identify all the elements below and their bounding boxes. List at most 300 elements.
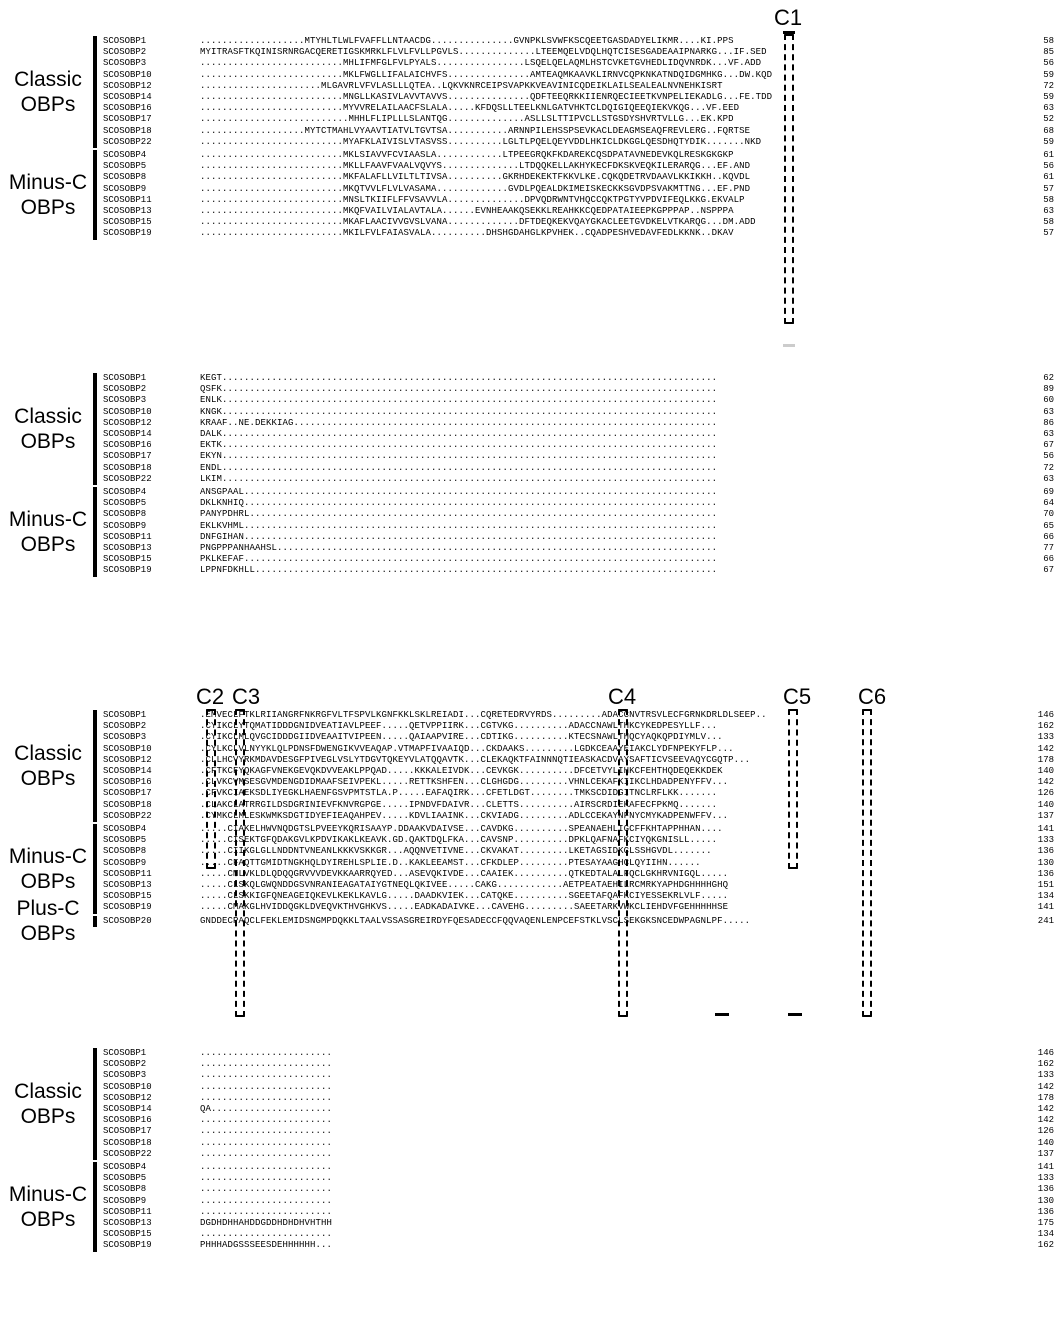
- group-label: Minus-C OBPs: [8, 507, 88, 556]
- sequence-residues: .EMVECLFTKLRIIANGRFNKRGFVLTFSPVLKGNFKKLSKLREIADI...CQRETEDRVYRDS.........ADACCNVTRSVLECFGRNKDRLDLSEEP..: [200, 710, 767, 720]
- sequence-name: SCOSOBP13: [103, 880, 152, 890]
- sequence-row: [0, 58, 1064, 69]
- sequence-position: 52: [1043, 114, 1054, 125]
- sequence-row: [0, 835, 1064, 846]
- sequence-row: [0, 846, 1064, 857]
- sequence-residues: .CLLHCVYRKMDAVDESGFPIVEGLVSLYTDGVTQKEYVLATQQAVTK...CLEKAQKTFAINNNQTIEASKACDVAYSAFTICVSEEVAQYCGQTP...: [200, 754, 751, 765]
- sequence-residues: ..........................MKQFVAILVIALAVTALA......EVNHEAAKQSEKKLREAHKKCQEDPATAIEEPKGPPPAP..NSPPPA: [200, 206, 734, 216]
- sequence-residues: ..........................MKAFLAACIVVGVSLVANA.............DFTDEQKEKVQAYGKACLEETGVDKELVTKARQG...DM.ADD: [200, 217, 756, 228]
- sequence-row: [0, 554, 1064, 565]
- sequence-row: [0, 710, 1064, 721]
- sequence-row: [0, 1240, 1064, 1251]
- c2-label: C2: [196, 684, 225, 709]
- sequence-name: SCOSOBP8: [103, 172, 147, 183]
- sequence-residues: .....CISEKTGFQDAKGVLKPDVIKAKLKEAVK.GD.QAKTDQLFKA...CAVSNP..........DPKLQAFNAFKCIYQKGNISLL.....: [200, 835, 718, 846]
- sequence-position: 77: [1043, 543, 1054, 553]
- sequence-name: SCOSOBP3: [103, 1070, 147, 1081]
- sequence-position: 141: [1037, 1162, 1054, 1172]
- sequence-name: SCOSOBP4: [103, 150, 147, 160]
- sequence-residues: .CFTKCFYQKAGFVNEKGEVQKDVVEAKLPPQAD.....KKKALEIVDK...CEVKGK..........DFCETVYLIHKCFEHTHQDEQEKKDEK: [200, 766, 723, 776]
- sequence-name: SCOSOBP22: [103, 1148, 152, 1159]
- sequence-position: 142: [1037, 777, 1054, 788]
- sequence-residues: ........................: [200, 1173, 333, 1184]
- sequence-position: 134: [1037, 1229, 1054, 1240]
- sequence-residues: .....CLSKQLGWQNDDGSVNRANIEAGATAIYGTNEQLQKIVEE.....CAKG............AETPEATAEHILRCMRKYAPHDGHHHHGHQ: [200, 880, 729, 890]
- sequence-row: [0, 824, 1064, 835]
- sequence-name: SCOSOBP11: [103, 1206, 152, 1217]
- sequence-position: 66: [1043, 554, 1054, 565]
- sequence-position: 151: [1037, 880, 1054, 890]
- sequence-name: SCOSOBP12: [103, 1092, 152, 1103]
- sequence-name: SCOSOBP17: [103, 788, 152, 799]
- sequence-residues: .CYMKCLMLESKWMKSDGTIDYEFIEAQAHPEV.....KDVLIAAINK...CKVIADG.........ADLCCEKAYNFNYCMYKADPENWFFV...: [200, 810, 729, 821]
- sequence-residues: QA......................: [200, 1104, 333, 1114]
- sequence-name: SCOSOBP13: [103, 206, 152, 216]
- sequence-name: SCOSOBP12: [103, 80, 152, 91]
- sequence-row: [0, 440, 1064, 451]
- sequence-name: SCOSOBP5: [103, 1173, 147, 1184]
- sequence-row: [0, 463, 1064, 474]
- sequence-position: 57: [1043, 183, 1054, 194]
- sequence-position: 57: [1043, 228, 1054, 239]
- sequence-name: SCOSOBP5: [103, 835, 147, 846]
- sequence-residues: .CYLKCLVLNYYKLQLPDNSFDWENGIKVVEAQAP.VTMAPFIVAAIQD...CKDAAKS.........LGDKCEAAYEIAKCLYDFNPEKYFLP...: [200, 743, 734, 754]
- sequence-row: [0, 858, 1064, 869]
- sequence-name: SCOSOBP15: [103, 217, 152, 228]
- sequence-name: SCOSOBP10: [103, 1081, 152, 1092]
- sequence-residues: ..........................MKQTVVLFLVLVASAMA.............GVDLPQEALDKIMEISKECKKSGVDPSVAKMTTNG...EF.PND: [200, 183, 751, 194]
- sequence-residues: .CFVKCIAEKSDLIYEGKLHAENFGSVPMTSTLA.P.....EAFAQIRK...CFETLDGT........TMKSCDIDGITNCLRFLKK.......: [200, 788, 718, 799]
- sequence-name: SCOSOBP5: [103, 161, 147, 172]
- sequence-residues: EKTK..........................................................................................: [200, 440, 718, 451]
- sequence-row: [0, 869, 1064, 880]
- sequence-position: 142: [1037, 743, 1054, 754]
- sequence-residues: ........................: [200, 1092, 333, 1103]
- sequence-position: 61: [1043, 172, 1054, 183]
- sequence-row: [0, 1229, 1064, 1240]
- group-label: Classic OBPs: [14, 1080, 82, 1128]
- sequence-residues: ........................: [200, 1081, 333, 1092]
- sequence-row: [0, 126, 1064, 137]
- c1-bottom-tick: [783, 344, 795, 347]
- sequence-name: SCOSOBP5: [103, 498, 147, 509]
- sequence-residues: GNDDECPAQCLFEKLEMIDSNGMPDQKKLTAALVSSASGREIRDYFQESADECCFQQVAQENLENPCEFSTKLVSCLSEKGKSNCEDWPAGNLPF.....: [200, 915, 751, 926]
- sequence-name: SCOSOBP20: [103, 915, 152, 926]
- sequence-position: 63: [1043, 406, 1054, 417]
- sequence-residues: .....CFAQTTGMIDTNGKHQLDYIREHLSPLIE.D..KAKLEEAMST...CFKDLEP.........PTESAYAAGHCLQYIIHN......: [200, 857, 701, 868]
- sequence-row: [0, 103, 1064, 114]
- sequence-name: SCOSOBP12: [103, 754, 152, 765]
- sequence-row: [0, 1093, 1064, 1104]
- sequence-position: 72: [1043, 462, 1054, 473]
- sequence-residues: ENLK..........................................................................................: [200, 395, 718, 406]
- sequence-position: 162: [1037, 1059, 1054, 1070]
- sequence-row: [0, 1070, 1064, 1081]
- sequence-row: [0, 777, 1064, 788]
- sequence-row: [0, 418, 1064, 429]
- sequence-row: [0, 498, 1064, 509]
- sequence-position: 59: [1043, 136, 1054, 147]
- sequence-residues: ..........................MNSLTKIIFLFFVSAVVLA..............DPVQDRWNTVHQCCQKTPGTYVPDVIFEQLKKG.EKVALP: [200, 194, 745, 205]
- sequence-residues: .....CIAKELHWVNQDGTSLPVEEYKQRISAAYP.DDAAKVDAIVSE...CAVDKG..........SPEANAEHLIGCFFKHTAPPHHAN....: [200, 824, 723, 834]
- sequence-name: SCOSOBP4: [103, 1162, 147, 1172]
- sequence-row: [0, 36, 1064, 47]
- sequence-name: SCOSOBP11: [103, 194, 152, 205]
- sequence-name: SCOSOBP3: [103, 395, 147, 406]
- sequence-residues: QSFK..........................................................................................: [200, 384, 718, 395]
- sequence-row: [0, 81, 1064, 92]
- sequence-position: 140: [1037, 766, 1054, 776]
- sequence-row: [0, 916, 1064, 927]
- sequence-position: 68: [1043, 125, 1054, 136]
- sequence-name: SCOSOBP3: [103, 732, 147, 743]
- group-label: Minus-C OBPs: [8, 170, 88, 219]
- sequence-row: [0, 206, 1064, 217]
- sequence-name: SCOSOBP22: [103, 473, 152, 484]
- sequence-name: SCOSOBP1: [103, 710, 147, 720]
- sequence-row: [0, 811, 1064, 822]
- sequence-residues: ...................MYTCTMAHLVYAAVTIATVLTGVTSA...........ARNNPILEHSSPSEVKACLDEAGMSEAQFREVLERG..FQRTSE: [200, 125, 751, 136]
- sequence-residues: .....CLSKKIGFQNEAGEIQKEVLKEKLKAVLG.....DAADKVIEK...CATQKE..........SGEETAFQAFKCIYESSEKRLVLF.....: [200, 891, 729, 902]
- sequence-row: [0, 217, 1064, 228]
- sequence-residues: DKLKNHIQ......................................................................................: [200, 498, 718, 509]
- sequence-name: SCOSOBP12: [103, 417, 152, 428]
- sequence-residues: .CYIKCLYTQMATIDDDGNIDVEATIAVLPEEF.....QETVPPIIRK...CGTVKG..........ADACCNAWLTHKCYKEDPESYLLF...: [200, 721, 718, 732]
- sequence-name: SCOSOBP14: [103, 429, 152, 439]
- sequence-name: SCOSOBP11: [103, 531, 152, 542]
- sequence-position: 69: [1043, 487, 1054, 497]
- sequence-residues: .....CMAKGLHVIDDQGKLDVEQVKTHVGHKVS.....EADKADAIVKE...CAVEHG.........SAEETARKVWKCLIEHDVFGEHHHHHSE: [200, 902, 729, 913]
- sequence-name: SCOSOBP22: [103, 810, 152, 821]
- sequence-residues: PHHHADGSSSEESDEHHHHHH...: [200, 1240, 333, 1251]
- sequence-name: SCOSOBP18: [103, 462, 152, 473]
- sequence-row: [0, 228, 1064, 239]
- sequence-position: 162: [1037, 721, 1054, 732]
- sequence-residues: .CYIKCLMLQVGCIDDDGIIDVEAAITVIPEEN.....QAIAAPVIRE...CDTIKG..........KTECSNAWLTHQCYAQKQPDIYMLV...: [200, 732, 723, 743]
- sequence-row: [0, 1082, 1064, 1093]
- sequence-row: [0, 395, 1064, 406]
- sequence-position: 126: [1037, 1126, 1054, 1137]
- sequence-row: [0, 902, 1064, 913]
- plus-c-marker-1: [715, 1013, 729, 1016]
- sequence-name: SCOSOBP14: [103, 766, 152, 776]
- sequence-position: 141: [1037, 824, 1054, 834]
- sequence-residues: ........................: [200, 1162, 333, 1172]
- sequence-row: [0, 1048, 1064, 1059]
- sequence-residues: .CLVKCVMSESGVMDENGDIDMAAFSEIVPEKL.....RETTKSHFEN...CLGHGDG.........VHNLCEKAFKIIKCLHDADPENYFFV...: [200, 777, 729, 788]
- sequence-name: SCOSOBP16: [103, 777, 152, 788]
- sequence-residues: ..........................MKLLFAAVFVAALVQVYS..............LTDQQKELLAKHYKECFDKSKVEQKILERARQG...EF.AND: [200, 161, 751, 172]
- sequence-position: 58: [1043, 217, 1054, 228]
- sequence-row: [0, 150, 1064, 161]
- sequence-name: SCOSOBP2: [103, 1059, 147, 1070]
- c6-label: C6: [858, 684, 887, 709]
- c4-label: C4: [608, 684, 637, 709]
- sequence-name: SCOSOBP19: [103, 902, 152, 913]
- sequence-position: 62: [1043, 373, 1054, 383]
- sequence-row: [0, 1218, 1064, 1229]
- sequence-position: 56: [1043, 58, 1054, 69]
- sequence-name: SCOSOBP15: [103, 554, 152, 565]
- sequence-residues: MYITRASFTKQINISRNRGACQERETIGSKMRKLFLVLFVLLPGVLS..............LTEEMQELVDQLHQTCISESGADEAAIPNARKG...IF.SED: [200, 47, 767, 58]
- sequence-row: [0, 137, 1064, 148]
- c3-label: C3: [232, 684, 261, 709]
- sequence-name: SCOSOBP16: [103, 103, 152, 114]
- sequence-row: [0, 1126, 1064, 1137]
- sequence-position: 136: [1037, 868, 1054, 879]
- sequence-residues: PNGPPPANHAAHSL................................................................................: [200, 543, 718, 553]
- sequence-position: 58: [1043, 194, 1054, 205]
- sequence-row: [0, 509, 1064, 520]
- sequence-position: 85: [1043, 47, 1054, 58]
- sequence-row: [0, 161, 1064, 172]
- sequence-name: SCOSOBP10: [103, 743, 152, 754]
- sequence-name: SCOSOBP18: [103, 1137, 152, 1148]
- sequence-position: 142: [1037, 1104, 1054, 1114]
- sequence-residues: ........................: [200, 1229, 333, 1240]
- sequence-position: 140: [1037, 799, 1054, 810]
- sequence-residues: ........................: [200, 1137, 333, 1148]
- sequence-position: 178: [1037, 1092, 1054, 1103]
- sequence-position: 70: [1043, 509, 1054, 520]
- sequence-row: [0, 474, 1064, 485]
- sequence-name: SCOSOBP15: [103, 891, 152, 902]
- sequence-name: SCOSOBP8: [103, 846, 147, 857]
- sequence-residues: DALK..........................................................................................: [200, 429, 718, 439]
- sequence-row: [0, 429, 1064, 440]
- sequence-name: SCOSOBP1: [103, 373, 147, 383]
- sequence-position: 63: [1043, 473, 1054, 484]
- sequence-residues: .CLAKCLATRRGILDSDGRINIEVFKNVRGPGE.....IPNDVFDAIVR...CLETTS..........AIRSCRDIEKAFECFPKMQ.......: [200, 799, 718, 810]
- sequence-residues: ANSGPAAL......................................................................................: [200, 487, 718, 497]
- sequence-name: SCOSOBP13: [103, 543, 152, 553]
- sequence-row: [0, 1162, 1064, 1173]
- sequence-row: [0, 744, 1064, 755]
- sequence-name: SCOSOBP4: [103, 487, 147, 497]
- sequence-name: SCOSOBP9: [103, 183, 147, 194]
- sequence-row: [0, 521, 1064, 532]
- sequence-name: SCOSOBP22: [103, 136, 152, 147]
- sequence-residues: ..........................MKFALAFLLVILTLTIVSA..........GKRHDEKEKTFKKVLKE.CQKQDETRVDAAVLKKIKKH..KQVDL: [200, 172, 751, 183]
- sequence-row: [0, 384, 1064, 395]
- sequence-residues: ......................MLGAVRLVFVLASLLLQTEA..LQKVKNRCEIPSVAPKKVEAVINICQDEIKLAILSEALEALNVNEHKISRT: [200, 80, 723, 91]
- sequence-row: [0, 184, 1064, 195]
- sequence-position: 59: [1043, 92, 1054, 102]
- sequence-name: SCOSOBP11: [103, 868, 152, 879]
- sequence-position: 72: [1043, 80, 1054, 91]
- sequence-residues: KRAAF..NE.DEKKIAG.............................................................................: [200, 417, 718, 428]
- sequence-position: 133: [1037, 1173, 1054, 1184]
- sequence-residues: ........................: [200, 1048, 333, 1058]
- group-label: Classic OBPs: [14, 405, 82, 453]
- sequence-row: [0, 721, 1064, 732]
- sequence-row: [0, 92, 1064, 103]
- sequence-position: 137: [1037, 810, 1054, 821]
- sequence-position: 86: [1043, 417, 1054, 428]
- sequence-residues: PANYPDHRL.....................................................................................: [200, 509, 718, 520]
- sequence-residues: ........................: [200, 1206, 333, 1217]
- c1-label: C1: [774, 5, 803, 30]
- sequence-name: SCOSOBP2: [103, 384, 147, 395]
- sequence-row: [0, 543, 1064, 554]
- sequence-position: 142: [1037, 1115, 1054, 1126]
- sequence-name: SCOSOBP19: [103, 228, 152, 239]
- sequence-row: [0, 1184, 1064, 1195]
- plus-c-marker-2: [788, 1013, 802, 1016]
- sequence-position: 59: [1043, 69, 1054, 80]
- sequence-name: SCOSOBP2: [103, 721, 147, 732]
- sequence-name: SCOSOBP19: [103, 565, 152, 576]
- sequence-position: 130: [1037, 1195, 1054, 1206]
- sequence-row: [0, 1104, 1064, 1115]
- sequence-name: SCOSOBP17: [103, 451, 152, 462]
- c5-label: C5: [783, 684, 812, 709]
- sequence-name: SCOSOBP14: [103, 92, 152, 102]
- sequence-position: 175: [1037, 1218, 1054, 1228]
- sequence-residues: KEGT..........................................................................................: [200, 373, 718, 383]
- sequence-position: 89: [1043, 384, 1054, 395]
- sequence-row: [0, 373, 1064, 384]
- sequence-residues: LKIM..........................................................................................: [200, 473, 718, 484]
- sequence-row: [0, 755, 1064, 766]
- sequence-residues: ........................: [200, 1195, 333, 1206]
- sequence-position: 136: [1037, 1184, 1054, 1195]
- sequence-position: 64: [1043, 498, 1054, 509]
- sequence-name: SCOSOBP2: [103, 47, 147, 58]
- sequence-position: 178: [1037, 754, 1054, 765]
- sequence-name: SCOSOBP3: [103, 58, 147, 69]
- sequence-position: 241: [1037, 915, 1054, 926]
- sequence-residues: PKLKEFAF......................................................................................: [200, 554, 718, 565]
- sequence-name: SCOSOBP17: [103, 1126, 152, 1137]
- sequence-row: [0, 172, 1064, 183]
- sequence-row: [0, 47, 1064, 58]
- sequence-residues: ENDL..........................................................................................: [200, 462, 718, 473]
- sequence-position: 133: [1037, 835, 1054, 846]
- sequence-residues: ..........................MKILFVLFAIASVALA..........DHSHGDAHGLKPVHEK..CQADPESHVEDAVFEDLKKNK..DKAV: [200, 228, 734, 239]
- sequence-position: 126: [1037, 788, 1054, 799]
- sequence-name: SCOSOBP1: [103, 36, 147, 46]
- sequence-position: 137: [1037, 1148, 1054, 1159]
- sequence-position: 67: [1043, 565, 1054, 576]
- sequence-position: 58: [1043, 36, 1054, 46]
- sequence-residues: .....CMLVKLDLQDQQGRVVVDEVKKAARRQYED...ASEVQKIVDE...CAAIEK..........QTKEDTALALFQCLGKHRVNIGQL.....: [200, 868, 729, 879]
- sequence-row: [0, 788, 1064, 799]
- sequence-position: 60: [1043, 395, 1054, 406]
- sequence-row: [0, 407, 1064, 418]
- sequence-residues: ..........................MKLFWGLLIFALAICHVFS...............AMTEAQMKAAVKLIRNVCQPKNKATNDQIDGMHKG...DW.KQD: [200, 69, 773, 80]
- sequence-residues: KNGK..........................................................................................: [200, 406, 718, 417]
- sequence-position: 134: [1037, 891, 1054, 902]
- sequence-position: 142: [1037, 1081, 1054, 1092]
- sequence-row: [0, 800, 1064, 811]
- sequence-name: SCOSOBP9: [103, 857, 147, 868]
- sequence-position: 63: [1043, 103, 1054, 114]
- sequence-name: SCOSOBP15: [103, 1229, 152, 1240]
- sequence-name: SCOSOBP16: [103, 1115, 152, 1126]
- sequence-row: [0, 1207, 1064, 1218]
- sequence-position: 136: [1037, 846, 1054, 857]
- sequence-residues: ........................: [200, 1148, 333, 1159]
- sequence-row: [0, 732, 1064, 743]
- sequence-name: SCOSOBP14: [103, 1104, 152, 1114]
- sequence-row: [0, 70, 1064, 81]
- sequence-residues: ..........................MNGLLKASIVLAVVTAVVS...............QDFTEEQRKKIIENRQECIEETKVNPELIEKADLG...FE.TDD: [200, 92, 773, 102]
- sequence-position: 146: [1037, 1048, 1054, 1058]
- group-label: Minus-C OBPs: [8, 1182, 88, 1231]
- sequence-name: SCOSOBP10: [103, 69, 152, 80]
- sequence-row: [0, 1149, 1064, 1160]
- sequence-position: 65: [1043, 520, 1054, 531]
- sequence-position: 56: [1043, 161, 1054, 172]
- sequence-row: [0, 451, 1064, 462]
- sequence-row: [0, 880, 1064, 891]
- sequence-residues: EKLKVHML......................................................................................: [200, 520, 718, 531]
- sequence-position: 66: [1043, 531, 1054, 542]
- sequence-position: 133: [1037, 732, 1054, 743]
- group-label: Plus-C OBPs: [16, 897, 80, 946]
- sequence-position: 56: [1043, 451, 1054, 462]
- sequence-row: [0, 1173, 1064, 1184]
- sequence-residues: ..........................MHLIFMFGLFVLPYALS................LSQELQELAQMLHSTCVKETGVHEDLIDQVNRDK...VF.ADD: [200, 58, 762, 69]
- sequence-residues: ..........................MYAFKLAIVISLVTASVSS..........LGLTLPQELQEYVDDLHKICLDKGGLQESDHQTYDIK.......NKD: [200, 136, 762, 147]
- sequence-position: 133: [1037, 1070, 1054, 1081]
- sequence-residues: ........................: [200, 1126, 333, 1137]
- sequence-row: [0, 1138, 1064, 1149]
- sequence-position: 136: [1037, 1206, 1054, 1217]
- group-label: Minus-C OBPs: [8, 844, 88, 893]
- sequence-residues: ..........................MYVVRELAILAACFSLALA.....KFDQSLLTEELKNLGATVHKTCLDQIGIQEEQIEKVKQG...VF.EED: [200, 103, 740, 114]
- sequence-residues: ...........................MHHLFLIPLLLSLANTQG..............ASLLSLTTIPVCLLSTGSDYSHVRTVLLG...EK.KPD: [200, 114, 734, 125]
- sequence-row: [0, 487, 1064, 498]
- sequence-residues: .....CIIKGLGLLNDDNTVNEANLKKKVSKKGR...AQQNVETIVNE...CKVAKAT.........LKETAGSIDKCLSSHGVDL.......: [200, 846, 712, 857]
- sequence-row: [0, 114, 1064, 125]
- sequence-row: [0, 766, 1064, 777]
- group-label: Classic OBPs: [14, 68, 82, 116]
- sequence-residues: EKYN..........................................................................................: [200, 451, 718, 462]
- sequence-position: 141: [1037, 902, 1054, 913]
- sequence-position: 140: [1037, 1137, 1054, 1148]
- sequence-row: [0, 1196, 1064, 1207]
- sequence-residues: ........................: [200, 1184, 333, 1195]
- sequence-position: 130: [1037, 857, 1054, 868]
- sequence-name: SCOSOBP8: [103, 1184, 147, 1195]
- sequence-position: 63: [1043, 429, 1054, 439]
- sequence-residues: ........................: [200, 1070, 333, 1081]
- sequence-name: SCOSOBP18: [103, 125, 152, 136]
- group-label: Classic OBPs: [14, 742, 82, 790]
- sequence-row: [0, 195, 1064, 206]
- sequence-position: 162: [1037, 1240, 1054, 1251]
- sequence-name: SCOSOBP19: [103, 1240, 152, 1251]
- sequence-position: 67: [1043, 440, 1054, 451]
- sequence-name: SCOSOBP17: [103, 114, 152, 125]
- sequence-residues: ...................MTYHLTLWLFVAFFLLNTAACDG...............GVNPKLSVWFKSCQEETGASDADYELIKMR....KI.PPS: [200, 36, 734, 46]
- sequence-residues: DGDHDHHAHDDGDDHDHDHVHTHH: [200, 1218, 333, 1228]
- sequence-position: 61: [1043, 150, 1054, 160]
- sequence-row: [0, 891, 1064, 902]
- sequence-position: 146: [1037, 710, 1054, 720]
- sequence-row: [0, 1115, 1064, 1126]
- sequence-name: SCOSOBP18: [103, 799, 152, 810]
- sequence-residues: DNFGIHAN......................................................................................: [200, 531, 718, 542]
- sequence-name: SCOSOBP8: [103, 509, 147, 520]
- sequence-name: SCOSOBP4: [103, 824, 147, 834]
- sequence-name: SCOSOBP16: [103, 440, 152, 451]
- sequence-name: SCOSOBP10: [103, 406, 152, 417]
- sequence-name: SCOSOBP13: [103, 1218, 152, 1228]
- sequence-row: [0, 532, 1064, 543]
